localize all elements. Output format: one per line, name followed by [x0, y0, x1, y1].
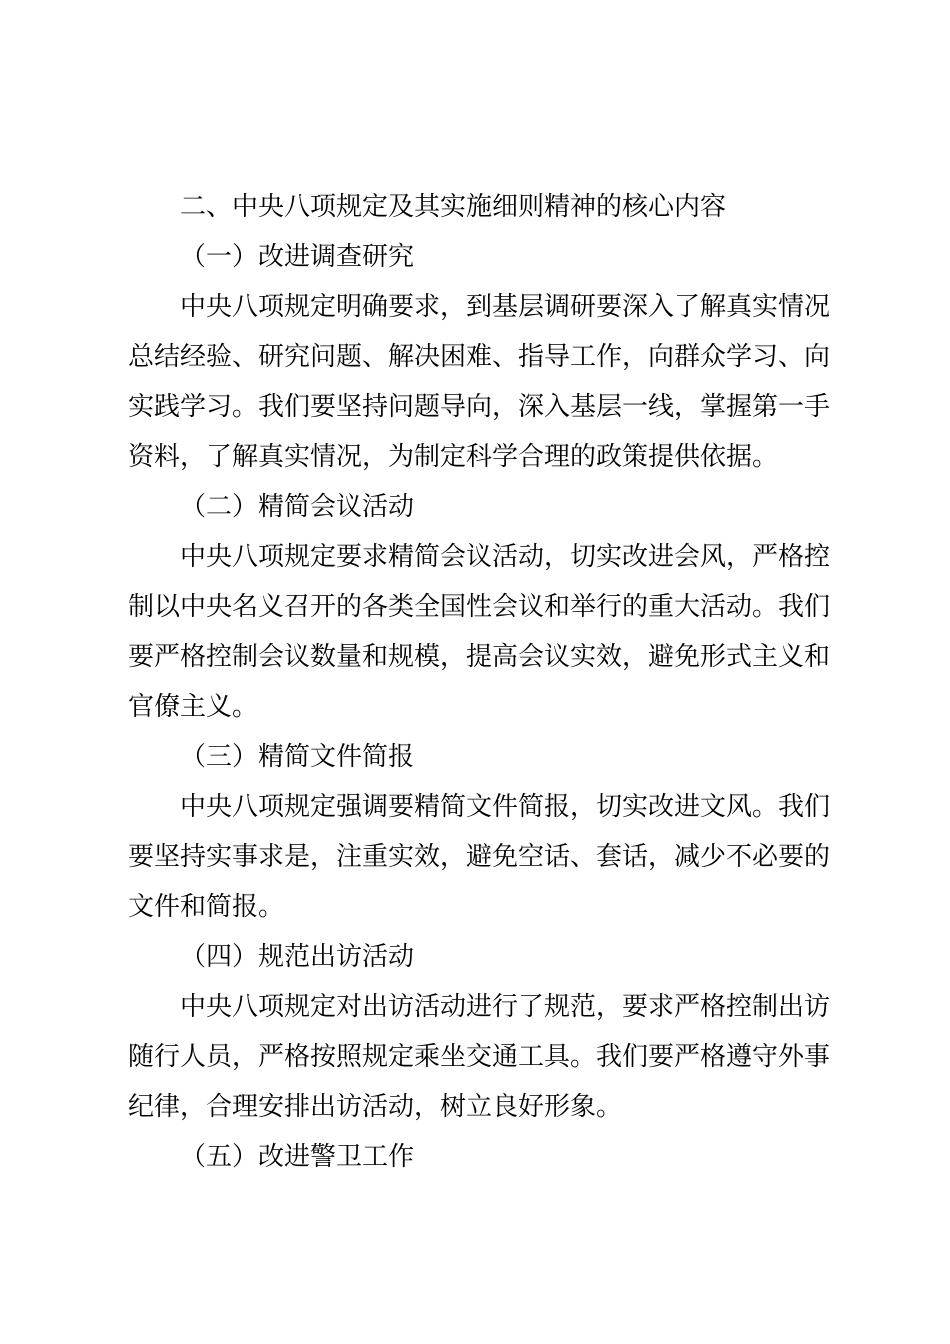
- paragraph-line: 中央八项规定明确要求，到基层调研要深入了解真实情况: [180, 292, 831, 322]
- subsection-heading: （一）改进调查研究: [180, 242, 415, 272]
- subsection-heading: （二）精简会议活动: [180, 492, 415, 522]
- paragraph-line: 纪律，合理安排出访活动，树立良好形象。: [128, 1092, 623, 1122]
- subsection-heading: （五）改进警卫工作: [180, 1142, 415, 1172]
- paragraph-line: 资料，了解真实情况，为制定科学合理的政策提供依据。: [128, 442, 779, 472]
- paragraph-line: 随行人员，严格按照规定乘坐交通工具。我们要严格遵守外事: [128, 1042, 831, 1072]
- paragraph-line: 要严格控制会议数量和规模，提高会议实效，避免形式主义和: [128, 642, 831, 672]
- paragraph-line: 制以中央名义召开的各类全国性会议和举行的重大活动。我们: [128, 592, 831, 622]
- paragraph-line: 中央八项规定对出访活动进行了规范，要求严格控制出访: [180, 992, 831, 1022]
- document-body: [128, 182, 830, 1182]
- paragraph-line: 中央八项规定要求精简会议活动，切实改进会风，严格控: [180, 542, 831, 572]
- paragraph-line: 要坚持实事求是，注重实效，避免空话、套话，减少不必要的: [128, 842, 831, 872]
- paragraph-line: 官僚主义。: [128, 692, 259, 722]
- section-heading: 二、中央八项规定及其实施细则精神的核心内容: [180, 192, 727, 222]
- subsection-heading: （四）规范出访活动: [180, 942, 415, 972]
- subsection-heading: （三）精简文件简报: [180, 742, 415, 772]
- paragraph-line: 中央八项规定强调要精简文件简报，切实改进文风。我们: [180, 792, 831, 822]
- paragraph-line: 实践学习。我们要坚持问题导向，深入基层一线，掌握第一手: [128, 392, 831, 422]
- paragraph-line: 文件和简报。: [128, 892, 285, 922]
- paragraph-line: 总结经验、研究问题、解决困难、指导工作，向群众学习、向: [128, 342, 831, 372]
